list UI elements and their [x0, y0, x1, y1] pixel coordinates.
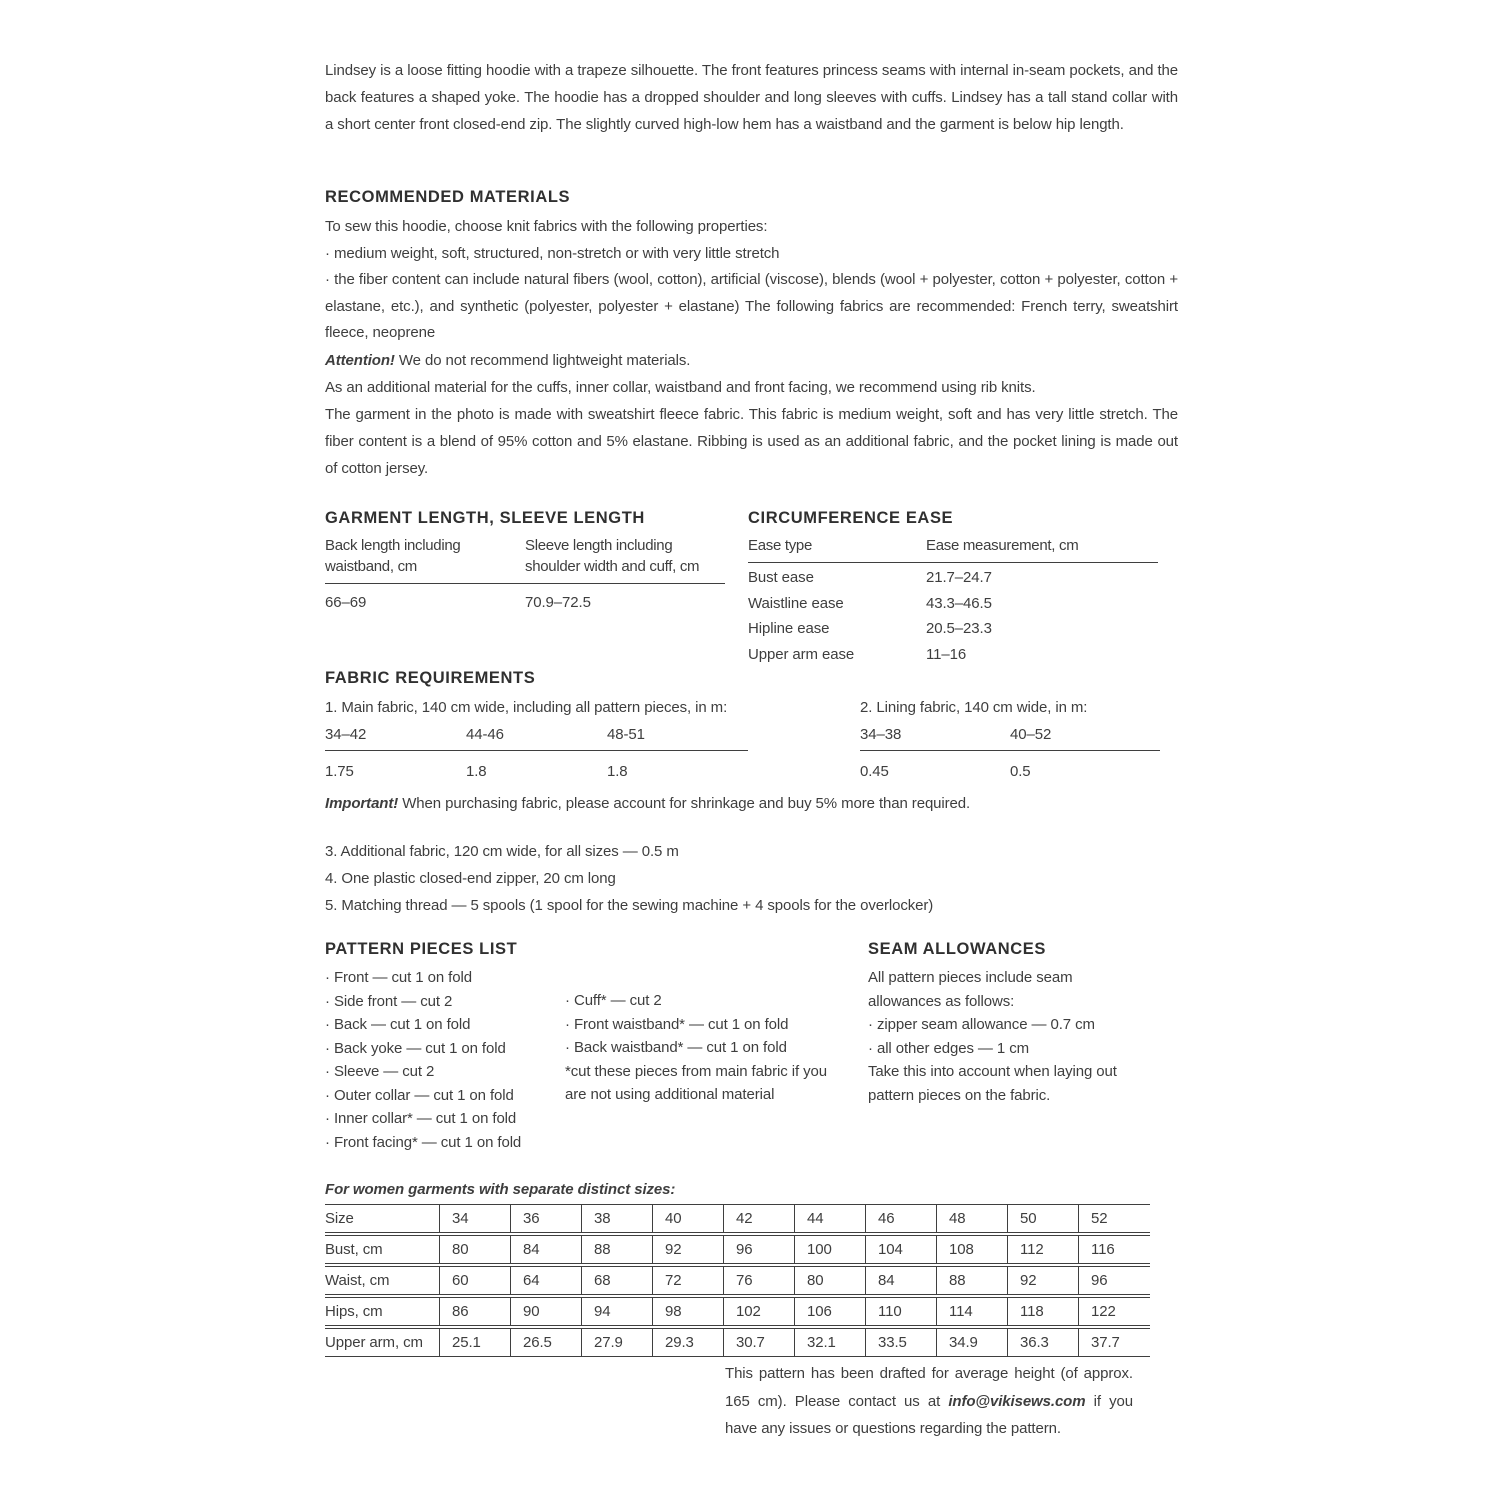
table-cell: 64	[511, 1266, 582, 1295]
value-cell: 66–69	[325, 594, 367, 611]
seam-allowances-section	[868, 936, 1140, 1154]
table-row	[325, 1204, 1150, 1233]
table-cell: 108	[937, 1235, 1008, 1264]
lining-fabric-title: 2. Lining fabric, 140 cm wide, in m:	[860, 699, 1088, 716]
table-cell: 112	[1008, 1235, 1079, 1264]
ease-value-cell: 43.3–46.5	[926, 594, 992, 612]
table-cell: 106	[795, 1297, 866, 1326]
pattern-piece-item: · Outer collar — cut 1 on fold	[325, 1086, 514, 1104]
table-cell: 88	[937, 1266, 1008, 1295]
column-header: Ease type	[748, 535, 926, 563]
main-fabric-block	[325, 694, 748, 785]
table-cell: 68	[582, 1266, 653, 1295]
pattern-piece-item: · Back yoke — cut 1 on fold	[325, 1039, 506, 1057]
heading-circumference-ease: CIRCUMFERENCE EASE	[748, 509, 954, 527]
pattern-piece-item: · Inner collar* — cut 1 on fold	[325, 1110, 517, 1127]
table-cell: 33.5	[866, 1328, 937, 1357]
size-range-header: 40–52	[1010, 723, 1160, 751]
heading-pattern-pieces: PATTERN PIECES LIST	[325, 940, 518, 958]
table-cell: 92	[653, 1235, 724, 1264]
meters-cell: 1.75	[325, 763, 354, 780]
main-fabric-title: 1. Main fabric, 140 cm wide, including all pattern pieces, in m:	[325, 699, 728, 716]
section-measurements	[325, 505, 1178, 665]
ease-value-cell: 11–16	[926, 645, 967, 663]
table-cell: 96	[1079, 1266, 1150, 1295]
table-cell: Upper arm, cm	[325, 1328, 440, 1357]
table-cell: 110	[866, 1297, 937, 1326]
table-cell: 32.1	[795, 1328, 866, 1357]
table-row	[325, 1235, 1150, 1264]
table-cell: 94	[582, 1297, 653, 1326]
table-cell: 37.7	[1079, 1328, 1150, 1357]
table-cell: 34.9	[937, 1328, 1008, 1357]
column-header: Sleeve length including shoulder width and cuff, cm	[525, 535, 725, 584]
table-cell: 50	[1008, 1204, 1079, 1233]
section-recommended-materials	[325, 184, 1178, 347]
ease-value-cell: 20.5–23.3	[926, 620, 992, 637]
table-cell: 92	[1008, 1266, 1079, 1295]
table-cell: 118	[1008, 1297, 1079, 1326]
size-table-caption: For women garments with separate distinct sizes:	[325, 1181, 676, 1198]
materials-lead: To sew this hoodie, choose knit fabrics with the following properties:	[325, 218, 768, 235]
table-cell: Size	[325, 1204, 440, 1233]
table-cell: 40	[653, 1204, 724, 1233]
ease-type-cell: Upper arm ease	[748, 645, 855, 663]
size-table-container	[325, 1202, 1150, 1359]
important-label: Important!	[325, 795, 399, 812]
meters-cell: 0.45	[860, 763, 889, 780]
pattern-piece-item: · Back — cut 1 on fold	[325, 1016, 471, 1033]
contact-email: info@vikisews.com	[948, 1392, 1086, 1410]
table-cell: 88	[582, 1235, 653, 1264]
meters-cell: 0.5	[1010, 763, 1031, 780]
table-cell: 102	[724, 1297, 795, 1326]
list-item: 3. Additional fabric, 120 cm wide, for all sizes — 0.5 m	[325, 843, 679, 860]
meters-cell: 1.8	[607, 763, 628, 780]
table-row	[748, 589, 1158, 615]
table-cell: 72	[653, 1266, 724, 1295]
pattern-piece-item: · Front facing* — cut 1 on fold	[325, 1133, 522, 1151]
table-cell: 30.7	[724, 1328, 795, 1357]
table-cell: 80	[440, 1235, 511, 1264]
attention-line-2: As an additional material for the cuffs, inner collar, waistband and front facing, we recommend using rib knits.	[325, 379, 1036, 396]
main-fabric-table	[325, 723, 748, 785]
table-cell: Bust, cm	[325, 1235, 440, 1264]
footer-note: This pattern has been drafted for average height (of approx. 165 cm). Please contact us at info@vikisews.com if you have any issues or questions regarding the pattern.	[725, 1365, 1133, 1437]
attention-label: Attention!	[325, 352, 395, 369]
table-cell: 36	[511, 1204, 582, 1233]
heading-recommended-materials: RECOMMENDED MATERIALS	[325, 188, 571, 206]
pattern-pieces-column-2	[565, 936, 827, 1154]
meters-cell: 1.8	[466, 763, 487, 780]
table-cell: 26.5	[511, 1328, 582, 1357]
table-cell: 100	[795, 1235, 866, 1264]
pattern-piece-item: · Back waistband* — cut 1 on fold	[565, 1039, 787, 1056]
table-cell: 98	[653, 1297, 724, 1326]
table-row	[748, 563, 1158, 589]
table-cell: 96	[724, 1235, 795, 1264]
materials-bullet-2: · the fiber content can include natural fibers (wool, cotton), artificial (viscose), blends (wool + polyester, cotton + polyester, cotton + elastane, etc.), and synthetic (polyester, polyester + elastane) The following fabrics are recommended: French terry, sweatshirt fleece, neoprene	[325, 271, 1178, 341]
pattern-piece-item: · Front waistband* — cut 1 on fold	[565, 1015, 789, 1033]
table-cell: 42	[724, 1204, 795, 1233]
ease-type-cell: Waistline ease	[748, 594, 844, 612]
list-item: 5. Matching thread — 5 spools (1 spool for the sewing machine + 4 spools for the overlocker)	[325, 897, 934, 914]
table-cell: 27.9	[582, 1328, 653, 1357]
size-range-header: 48-51	[607, 723, 748, 751]
table-cell: 34	[440, 1204, 511, 1233]
table-cell: 76	[724, 1266, 795, 1295]
ease-type-cell: Hipline ease	[748, 620, 830, 637]
pattern-piece-item: · Sleeve — cut 2	[325, 1063, 435, 1080]
section-pattern-pieces	[325, 936, 1178, 1154]
section-fabric-requirements	[325, 665, 1178, 785]
list-item: 4. One plastic closed-end zipper, 20 cm long	[325, 870, 616, 887]
size-range-header: 34–42	[325, 723, 466, 751]
value-cell: 70.9–72.5	[525, 594, 591, 611]
size-range-header: 34–38	[860, 723, 1010, 751]
table-cell: 90	[511, 1297, 582, 1326]
table-cell: 48	[937, 1204, 1008, 1233]
table-cell: 60	[440, 1266, 511, 1295]
table-cell: 25.1	[440, 1328, 511, 1357]
table-row	[325, 1297, 1150, 1326]
garment-length-table	[325, 535, 725, 614]
table-cell: 80	[795, 1266, 866, 1295]
attention-paragraph: The garment in the photo is made with sweatshirt fleece fabric. This fabric is medium weight, soft and has very little stretch. The fiber content is a blend of 95% cotton and 5% elastane. Ribbing is used as an additional fabric, and the pocket lining is made out of cotton jersey.	[325, 406, 1178, 477]
table-row	[325, 1266, 1150, 1295]
seam-allowance-line: Take this into account when laying out pattern pieces on the fabric.	[868, 1063, 1117, 1104]
table-cell: 44	[795, 1204, 866, 1233]
important-note: Important! When purchasing fabric, please account for shrinkage and buy 5% more than required.	[325, 795, 971, 812]
lining-fabric-block	[860, 694, 1160, 785]
heading-fabric-requirements: FABRIC REQUIREMENTS	[325, 669, 536, 687]
ease-value-cell: 21.7–24.7	[926, 569, 992, 586]
size-table	[325, 1202, 1150, 1359]
table-cell: 38	[582, 1204, 653, 1233]
table-cell: 114	[937, 1297, 1008, 1326]
table-cell: 116	[1079, 1235, 1150, 1264]
table-cell: Waist, cm	[325, 1266, 440, 1295]
table-cell: 104	[866, 1235, 937, 1264]
heading-seam-allowances: SEAM ALLOWANCES	[868, 940, 1046, 958]
intro-paragraph: Lindsey is a loose fitting hoodie with a trapeze silhouette. The front features princess seams with internal in-seam pockets, and the back features a shaped yoke. The hoodie has a dropped shoulder and long sleeves with cuffs. Lindsey has a tall stand collar with a short center front closed-end zip. The slightly curved high-low hem has a waistband and the garment is below hip length.	[325, 62, 1178, 133]
table-cell: 84	[511, 1235, 582, 1264]
circumference-ease-section	[748, 505, 1158, 665]
table-cell: 84	[866, 1266, 937, 1295]
seam-allowance-line: · all other edges — 1 cm	[868, 1039, 1030, 1057]
size-range-header: 44-46	[466, 723, 607, 751]
materials-bullet-1: · medium weight, soft, structured, non-stretch or with very little stretch	[325, 244, 780, 262]
table-row	[748, 614, 1158, 640]
section-attention	[325, 347, 1178, 482]
table-cell: 36.3	[1008, 1328, 1079, 1357]
pattern-pieces-column-1	[325, 936, 565, 1154]
table-row	[748, 640, 1158, 666]
column-header: Ease measurement, cm	[926, 535, 1158, 563]
attention-line-1: Attention! We do not recommend lightweight materials.	[325, 352, 691, 369]
garment-length-section	[325, 505, 748, 665]
pattern-piece-item: · Front — cut 1 on fold	[325, 969, 472, 986]
notions-list	[325, 838, 1178, 919]
column-header: Back length including waistband, cm	[325, 535, 525, 584]
pattern-piece-item: · Cuff* — cut 2	[565, 992, 662, 1009]
circumference-ease-table	[748, 535, 1158, 665]
table-cell: 122	[1079, 1297, 1150, 1326]
table-cell: 29.3	[653, 1328, 724, 1357]
pattern-footnote: *cut these pieces from main fabric if you are not using additional material	[565, 1062, 827, 1103]
ease-type-cell: Bust ease	[748, 569, 814, 586]
seam-allowance-line: · zipper seam allowance — 0.7 cm	[868, 1016, 1095, 1033]
table-cell: 52	[1079, 1204, 1150, 1233]
seam-allowance-line: All pattern pieces include seam allowances as follows:	[868, 969, 1073, 1010]
heading-garment-length: GARMENT LENGTH, SLEEVE LENGTH	[325, 509, 645, 527]
table-cell: Hips, cm	[325, 1297, 440, 1326]
pattern-piece-item: · Side front — cut 2	[325, 992, 453, 1010]
table-cell: 86	[440, 1297, 511, 1326]
table-cell: 46	[866, 1204, 937, 1233]
table-row	[325, 1328, 1150, 1357]
fabric-tables	[325, 694, 1178, 785]
lining-fabric-table	[860, 723, 1160, 785]
